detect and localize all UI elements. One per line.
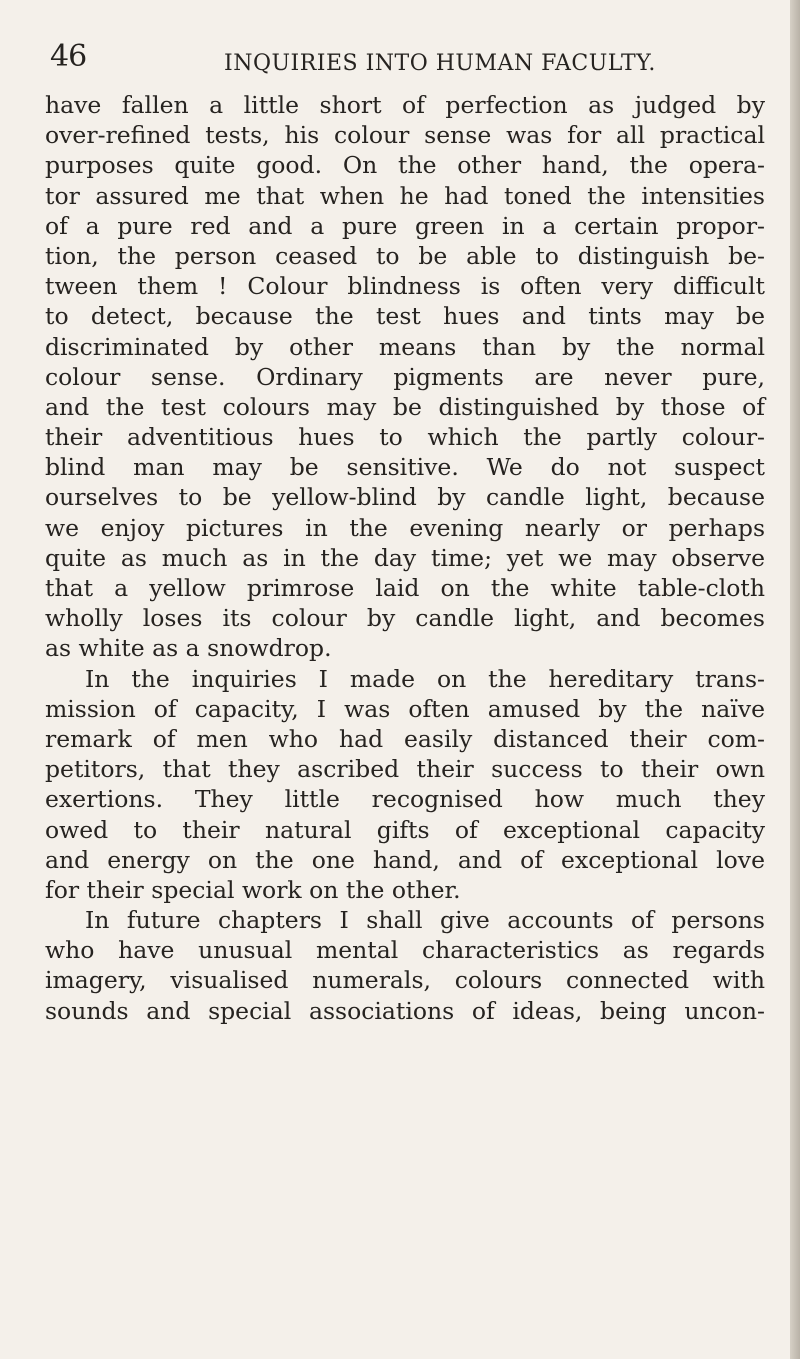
text-line: quite as much as in the day time; yet we may observe <box>45 543 765 572</box>
text-line: sounds and special associations of ideas, being uncon- <box>45 996 765 1025</box>
text-line: remark of men who had easily distanced their com- <box>45 724 765 753</box>
page-edge-shadow <box>790 0 800 1359</box>
text-line: of a pure red and a pure green in a certain propor- <box>45 211 765 240</box>
text-line: discriminated by other means than by the normal <box>45 332 765 361</box>
text-line: wholly loses its colour by candle light, and becomes <box>45 604 765 633</box>
text-line: and the test colours may be distinguished by those of <box>45 392 765 421</box>
page-number: 46 <box>50 39 87 74</box>
text-line: owed to their natural gifts of exceptional capacity <box>45 815 765 844</box>
paragraph-start-line: In the inquiries I made on the hereditary trans- <box>85 664 765 693</box>
text-line: over-refined tests, his colour sense was for all practical <box>45 121 765 150</box>
text-line: and energy on the one hand, and of exceptional love <box>45 845 765 874</box>
paragraph-end-line: as white as a snowdrop. <box>45 634 332 663</box>
text-line: have fallen a little short of perfection as judged by <box>45 91 765 119</box>
text-line: purposes quite good. On the other hand, the opera- <box>45 151 765 180</box>
text-line: imagery, visualised numerals, colours connected with <box>45 966 765 995</box>
text-line: mission of capacity, I was often amused by the naïve <box>45 694 765 723</box>
running-head: INQUIRIES INTO HUMAN FACULTY. <box>224 51 656 76</box>
text-line: tion, the person ceased to be able to distinguish be- <box>45 241 765 270</box>
paragraph-end-line: for their special work on the other. <box>45 875 461 904</box>
text-line: to detect, because the test hues and tints may be <box>45 302 765 331</box>
text-line: exertions. They little recognised how much they <box>45 785 765 814</box>
text-line: petitors, that they ascribed their success to their own <box>45 755 765 784</box>
body-text <box>45 90 765 1026</box>
text-line: their adventitious hues to which the partly colour- <box>45 423 765 452</box>
text-line: tor assured me that when he had toned the intensities <box>45 181 765 210</box>
text-line: blind man may be sensitive. We do not suspect <box>45 453 765 482</box>
text-line: we enjoy pictures in the evening nearly or perhaps <box>45 513 765 542</box>
text-line: who have unusual mental characteristics as regards <box>45 936 765 965</box>
page-header <box>0 40 780 80</box>
text-line: colour sense. Ordinary pigments are never pure, <box>45 362 765 391</box>
text-line: ourselves to be yellow-blind by candle light, because <box>45 483 765 512</box>
text-line: tween them ! Colour blindness is often very difficult <box>45 272 765 301</box>
paragraph-start-line: In future chapters I shall give accounts of persons <box>85 906 765 935</box>
text-line: that a yellow primrose laid on the white table-cloth <box>45 574 765 602</box>
